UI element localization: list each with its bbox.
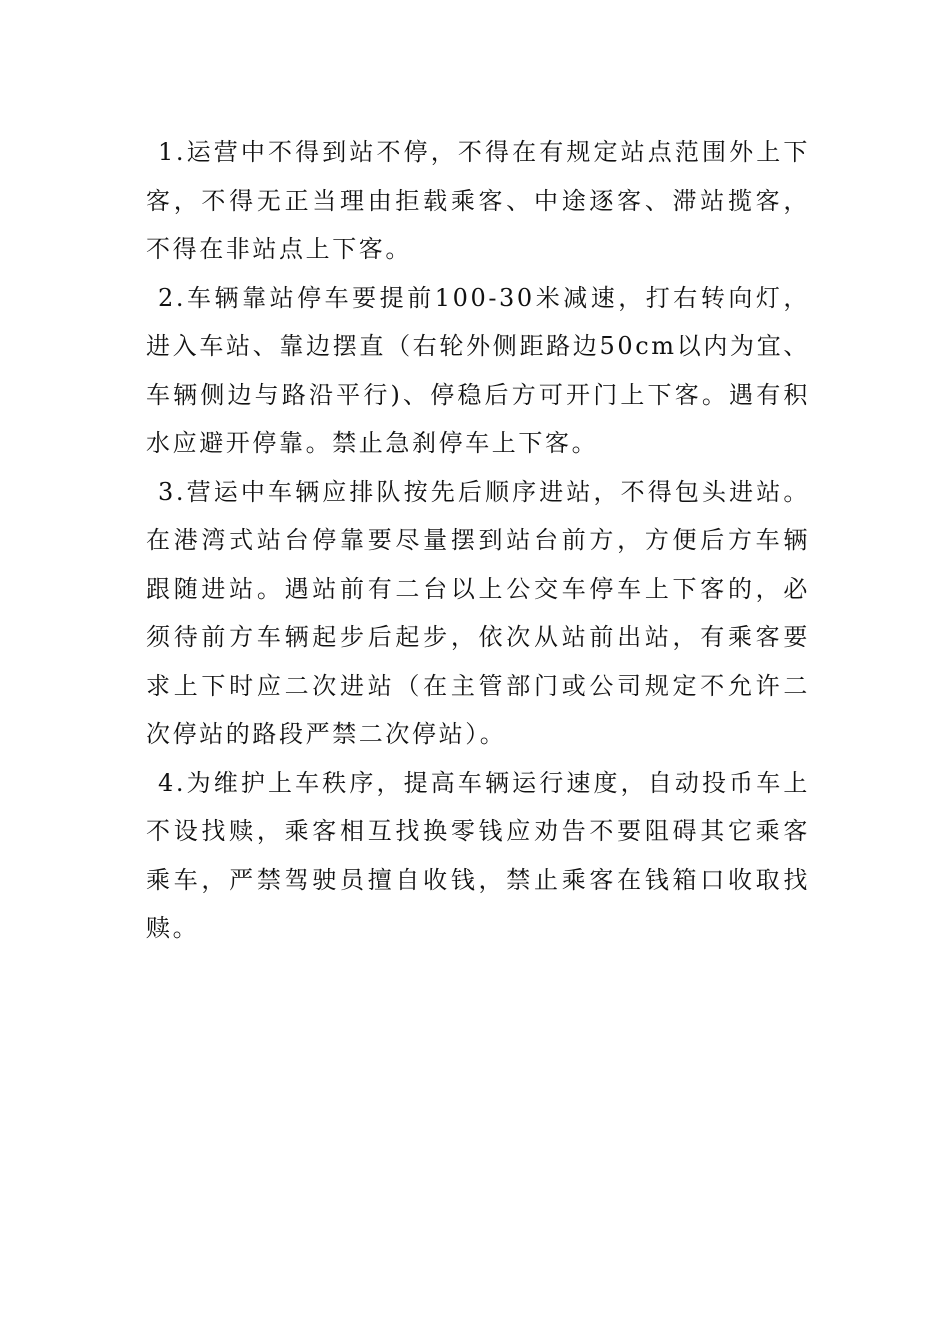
rule-paragraph-1: 1.运营中不得到站不停，不得在有规定站点范围外上下客，不得无正当理由拒载乘客、中途逐客、滞站揽客，不得在非站点上下客。 xyxy=(146,138,810,263)
document-body xyxy=(146,128,810,953)
rule-paragraph-4: 4.为维护上车秩序，提高车辆运行速度，自动投币车上不设找赎，乘客相互找换零钱应劝告不要阻碍其它乘客乘车，严禁驾驶员擅自收钱，禁止乘客在钱箱口收取找赎。 xyxy=(146,768,810,942)
rule-paragraph-3: 3.营运中车辆应排队按先后顺序进站，不得包头进站。在港湾式站台停靠要尽量摆到站台前方，方便后方车辆跟随进站。遇站前有二台以上公交车停车上下客的，必须待前方车辆起步后起步，依次从站前出站，有乘客要求上下时应二次进站（在主管部门或公司规定不允许二次停站的路段严禁二次停站）。 xyxy=(146,477,810,748)
rule-paragraph-2: 2.车辆靠站停车要提前100-30米减速，打右转向灯，进入车站、靠边摆直（右轮外侧距路边50cm以内为宜、车辆侧边与路沿平行)、停稳后方可开门上下客。遇有积水应避开停靠。禁止急刹停车上下客。 xyxy=(146,283,810,457)
